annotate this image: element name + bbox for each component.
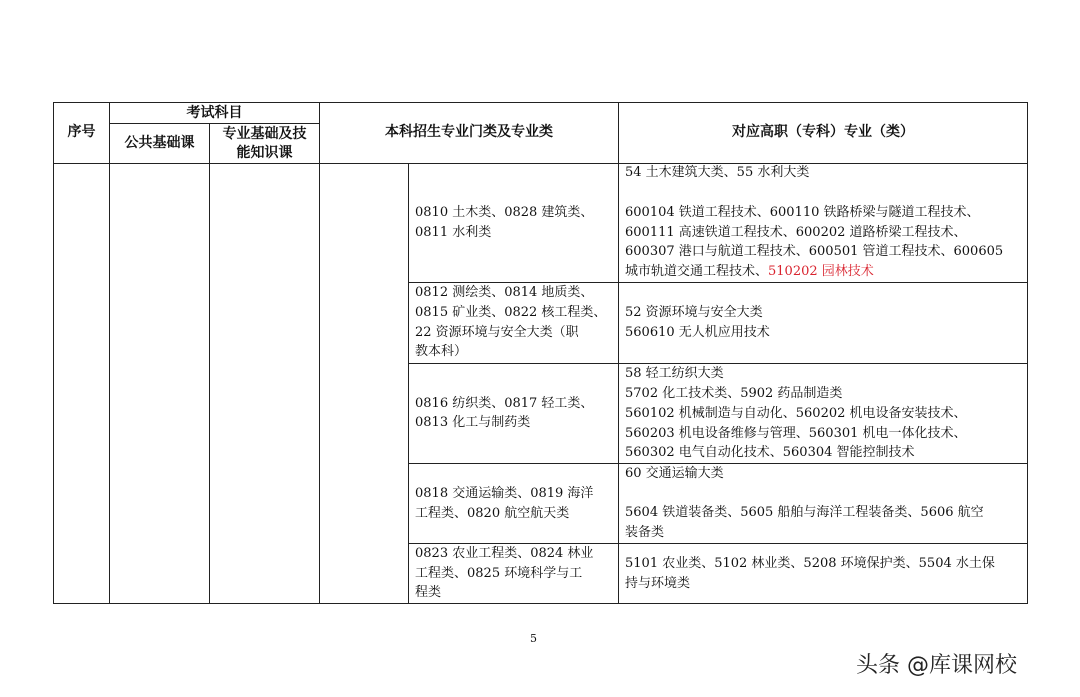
row3-vocational-line1: 58 轻工纺织大类 — [625, 366, 724, 381]
row5-undergrad-line3: 程类 — [415, 585, 442, 600]
row3-vocational-line2: 5702 化工技术类、5902 药品制造类 — [625, 386, 843, 401]
row1-vocational-highlight: 510202 园林技术 — [768, 264, 874, 279]
row5-vocational-line2: 持与环境类 — [625, 576, 691, 591]
row2-vocational-line2: 560610 无人机应用技术 — [625, 325, 770, 340]
row2-undergrad-line3: 22 资源环境与安全大类（职 — [415, 325, 579, 340]
row2-undergrad-line4: 教本科） — [415, 344, 468, 359]
header-prof-course-line1: 专业基础及技 — [222, 126, 307, 142]
row3-vocational-line3: 560102 机械制造与自动化、560202 机电设备安装技术、 — [625, 406, 967, 421]
row4-undergrad-line2: 工程类、0820 航空航天类 — [415, 506, 570, 521]
header-prof-course-line2: 能知识课 — [236, 145, 293, 161]
row4-undergrad-line1: 0818 交通运输类、0819 海洋 — [415, 486, 594, 501]
row1-vocational-line6-text: 城市轨道交通工程技术、 — [625, 264, 769, 279]
col-divider-seq — [109, 102, 110, 604]
col-divider-public — [209, 123, 210, 604]
page-number: 5 — [530, 632, 537, 645]
row2-undergrad-line2: 0815 矿业类、0822 核工程类、 — [415, 305, 607, 320]
row3-vocational-line5: 560302 电气自动化技术、560304 智能控制技术 — [625, 445, 915, 460]
row5-vocational-line1: 5101 农业类、5102 林业类、5208 环境保护类、5504 水土保 — [625, 556, 995, 571]
row5-undergrad-line1: 0823 农业工程类、0824 林业 — [415, 546, 594, 561]
header-exam-subjects: 考试科目 — [186, 105, 243, 121]
row3-undergrad-line1: 0816 纺织类、0817 轻工类、 — [415, 396, 594, 411]
table-left-border — [53, 102, 54, 604]
header-undergrad: 本科招生专业门类及专业类 — [385, 124, 553, 140]
row3-undergrad-line2: 0813 化工与制药类 — [415, 415, 531, 430]
col-divider-vocational — [618, 102, 619, 604]
col-divider-subgroup — [408, 163, 409, 604]
table-right-border — [1027, 102, 1028, 604]
row3-vocational-line4: 560203 机电设备维修与管理、560301 机电一体化技术、 — [625, 426, 967, 441]
header-vocational: 对应高职（专科）专业（类） — [732, 124, 914, 140]
row2-undergrad-line1: 0812 测绘类、0814 地质类、 — [415, 285, 594, 300]
row1-vocational-line6 — [625, 262, 874, 282]
col-divider-prof — [319, 102, 320, 604]
row2-vocational-line1: 52 资源环境与安全大类 — [625, 305, 763, 320]
row1-vocational-line1: 54 土木建筑大类、55 水利大类 — [625, 165, 810, 180]
row1-vocational-line4: 600111 高速铁道工程技术、600202 道路桥梁工程技术、 — [625, 225, 967, 240]
row1-vocational-line3: 600104 铁道工程技术、600110 铁路桥梁与隧道工程技术、 — [625, 205, 980, 220]
row1-vocational-line5: 600307 港口与航道工程技术、600501 管道工程技术、600605 — [625, 244, 1004, 259]
header-public-course: 公共基础课 — [124, 135, 195, 151]
table-bottom-border — [53, 603, 1028, 604]
row1-undergrad-line2: 0811 水利类 — [415, 225, 492, 240]
row1-undergrad-line1: 0810 土木类、0828 建筑类、 — [415, 205, 594, 220]
header-bottom-border — [53, 163, 1028, 164]
watermark: 头条 @库课网校 — [856, 653, 1017, 678]
row4-vocational-line1: 60 交通运输大类 — [625, 466, 724, 481]
row4-vocational-line3: 5604 铁道装备类、5605 船舶与海洋工程装备类、5606 航空 — [625, 505, 984, 520]
row4-vocational-line4: 装备类 — [625, 525, 665, 540]
header-seq: 序号 — [67, 124, 96, 140]
row5-undergrad-line2: 工程类、0825 环境科学与工 — [415, 566, 583, 581]
